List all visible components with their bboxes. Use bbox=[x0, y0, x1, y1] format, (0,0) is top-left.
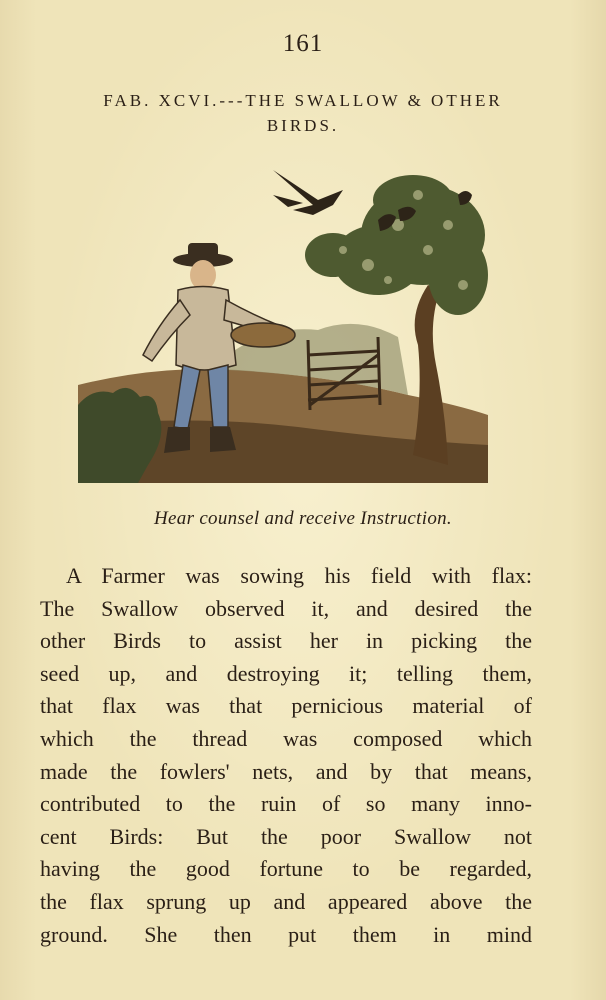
body-line-1: A Farmer was sowing his field with flax: bbox=[66, 563, 532, 588]
woodcut-illustration bbox=[78, 165, 488, 483]
fable-title-line-1: FAB. XCVI.---THE SWALLOW & OTHER bbox=[103, 91, 503, 110]
body-line-9: cent Birds: But the poor Swallow not bbox=[40, 823, 532, 849]
page-number: 161 bbox=[282, 30, 324, 57]
body-line-2: The Swallow observed it, and desired the bbox=[40, 595, 532, 621]
body-line-5: that flax was that pernicious material of bbox=[40, 693, 532, 719]
body-line-8: contributed to the ruin of so many inno- bbox=[40, 791, 532, 817]
body-line-6: which the thread was composed which bbox=[40, 725, 532, 751]
fable-title bbox=[40, 88, 566, 138]
illustration-caption: Hear counsel and receive Instruction. bbox=[154, 508, 452, 529]
body-line-12: ground. She then put them in mind bbox=[40, 921, 532, 947]
body-line-3: other Birds to assist her in picking the bbox=[40, 628, 532, 654]
tree-trunk bbox=[413, 285, 448, 465]
swallow-flying bbox=[273, 170, 343, 215]
fable-title-line-2: BIRDS. bbox=[266, 116, 340, 135]
body-line-7: made the fowlers' nets, and by that means, bbox=[40, 758, 532, 784]
body-line-10: having the good fortune to be regarded, bbox=[40, 856, 532, 882]
fable-body bbox=[40, 560, 532, 951]
body-line-4: seed up, and destroying it; telling them, bbox=[40, 660, 532, 686]
body-line-11: the flax sprung up and appeared above the bbox=[40, 888, 532, 914]
